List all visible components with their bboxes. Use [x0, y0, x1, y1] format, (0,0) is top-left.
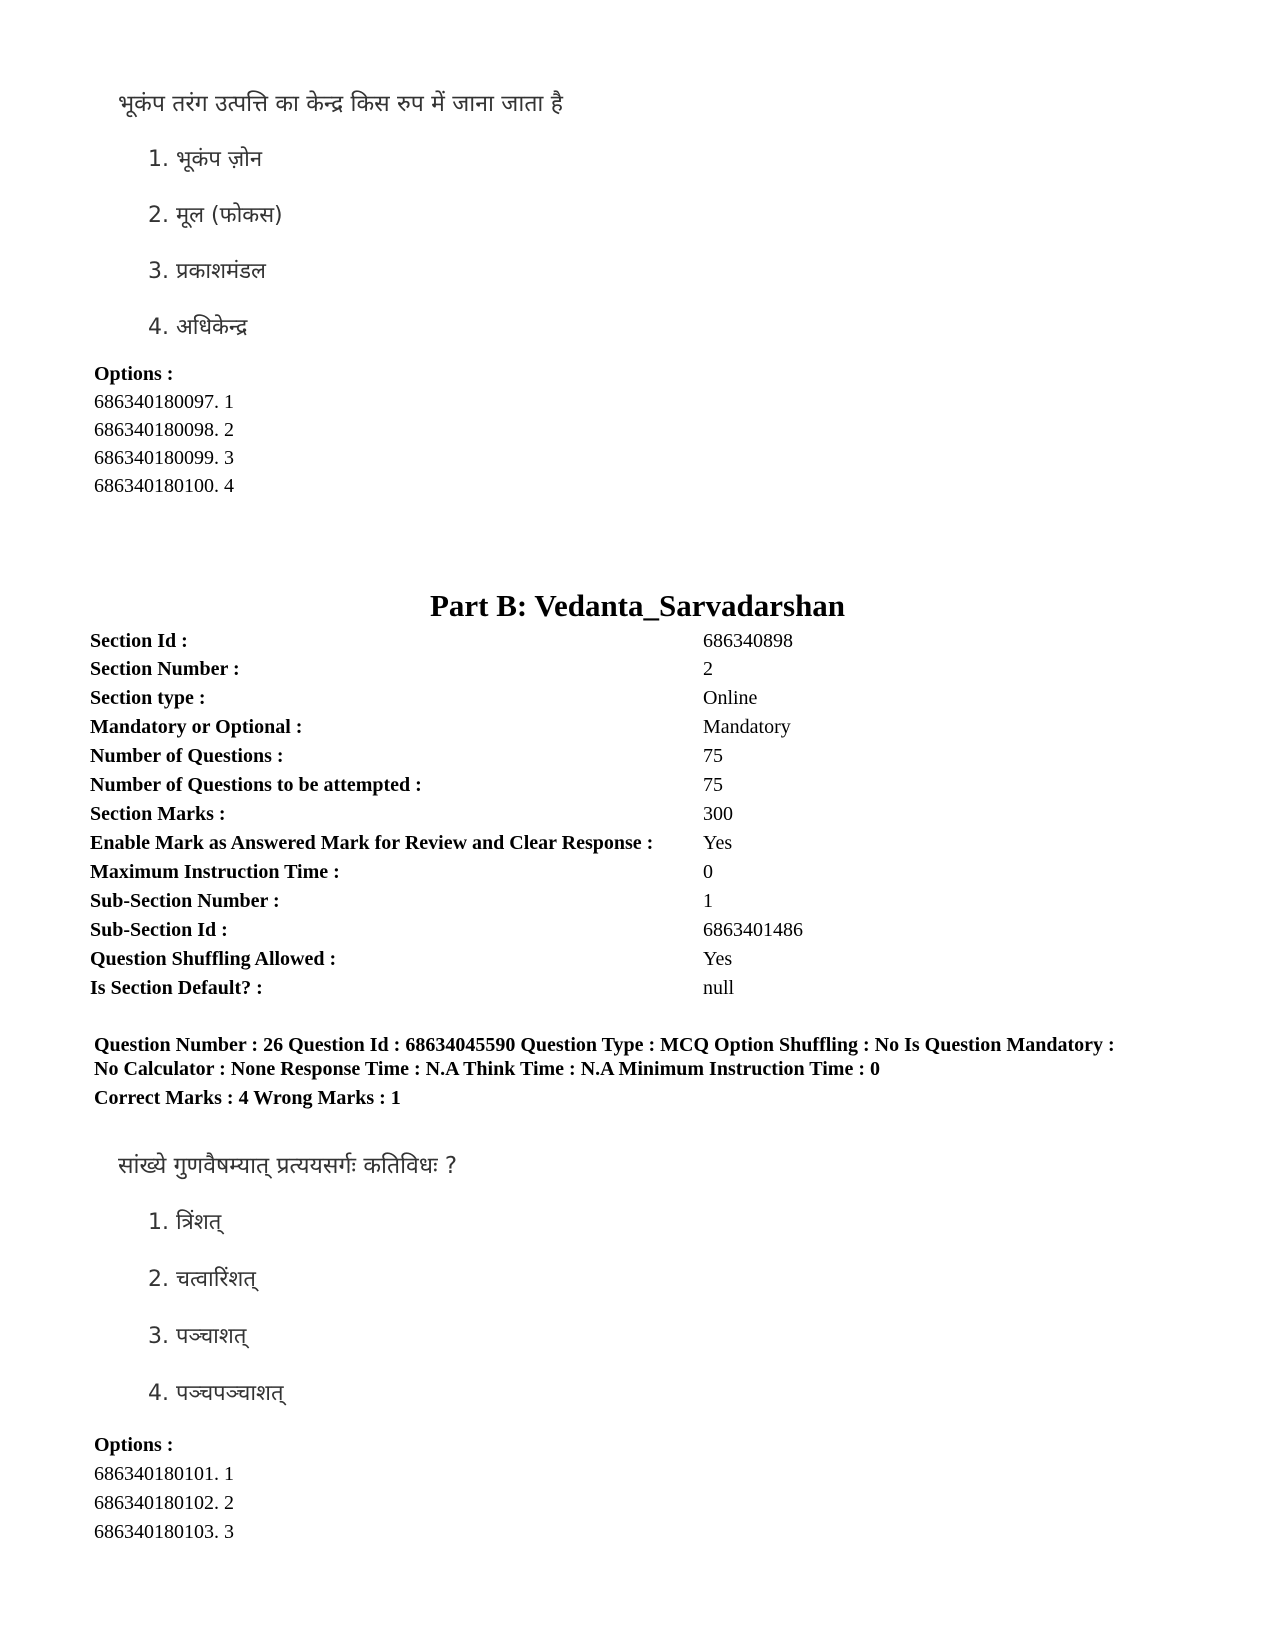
question-1-option-id: 686340180098. 2 — [94, 419, 234, 441]
question-2-option-id: 686340180103. 3 — [94, 1521, 234, 1543]
section-info-value: 6863401486 — [703, 919, 803, 941]
question-2-choice-1: 1. त्रिंशत् — [148, 1210, 222, 1235]
section-info-label: Sub-Section Id : — [90, 919, 228, 941]
part-title: Part B: Vedanta_Sarvadarshan — [429, 588, 846, 623]
question-1-option-id: 686340180097. 1 — [94, 391, 234, 413]
section-info-label: Question Shuffling Allowed : — [90, 948, 337, 970]
question-2-choice-4: 4. पञ्चपञ्चाशत् — [148, 1381, 284, 1406]
section-info-value: 300 — [703, 803, 733, 825]
section-info-label: Maximum Instruction Time : — [90, 861, 340, 883]
question-2-text: सांख्ये गुणवैषम्यात् प्रत्ययसर्गः कतिविधः ? — [118, 1153, 458, 1179]
section-info-label: Mandatory or Optional : — [90, 716, 303, 738]
question-1-option-id: 686340180100. 4 — [94, 475, 234, 497]
section-info-label: Sub-Section Number : — [90, 890, 280, 912]
question-2-marks: Correct Marks : 4 Wrong Marks : 1 — [94, 1087, 401, 1109]
section-info-value: 2 — [703, 658, 713, 680]
section-info-value: null — [703, 977, 735, 999]
question-2-options-label: Options : — [94, 1434, 174, 1456]
section-info-label: Section Marks : — [90, 803, 226, 825]
section-info-value: Mandatory — [703, 716, 791, 738]
question-2-meta-line-1: Question Number : 26 Question Id : 68634045590 Question Type : MCQ Option Shuffling : No Is Question Mandatory : — [94, 1034, 1115, 1056]
section-info-value: 1 — [703, 890, 713, 912]
section-info-value: 75 — [703, 774, 723, 796]
section-info-value: Online — [703, 687, 758, 709]
question-1-choice-2: 2. मूल (फोकस) — [148, 203, 283, 228]
question-2-option-id: 686340180102. 2 — [94, 1492, 234, 1514]
question-1-text: भूकंप तरंग उत्पत्ति का केन्द्र किस रुप में जाना जाता है — [118, 91, 563, 117]
question-1-choice-4: 4. अधिकेन्द्र — [148, 315, 248, 340]
question-1-choice-3: 3. प्रकाशमंडल — [148, 259, 266, 284]
section-info-label: Section Id : — [90, 630, 188, 652]
section-info-label: Number of Questions to be attempted : — [90, 774, 422, 796]
question-2-choice-2: 2. चत्वारिंशत् — [148, 1267, 256, 1292]
question-1-options-label: Options : — [94, 363, 174, 385]
section-info-value: 686340898 — [703, 630, 793, 652]
question-2-choice-3: 3. पञ्चाशत् — [148, 1324, 247, 1349]
question-2-meta-line-2: No Calculator : None Response Time : N.A Think Time : N.A Minimum Instruction Time : 0 — [94, 1058, 880, 1080]
section-info-value: 75 — [703, 745, 723, 767]
section-info-value: 0 — [703, 861, 713, 883]
section-info-label: Is Section Default? : — [90, 977, 263, 999]
question-1-option-id: 686340180099. 3 — [94, 447, 234, 469]
question-2-option-id: 686340180101. 1 — [94, 1463, 234, 1485]
section-info-label: Section type : — [90, 687, 206, 709]
section-info-value: Yes — [703, 832, 733, 854]
section-info-value: Yes — [703, 948, 733, 970]
section-info-label: Number of Questions : — [90, 745, 284, 767]
section-info-label: Section Number : — [90, 658, 240, 680]
section-info-label: Enable Mark as Answered Mark for Review and Clear Response : — [90, 832, 654, 854]
question-1-choice-1: 1. भूकंप ज़ोन — [148, 147, 263, 172]
